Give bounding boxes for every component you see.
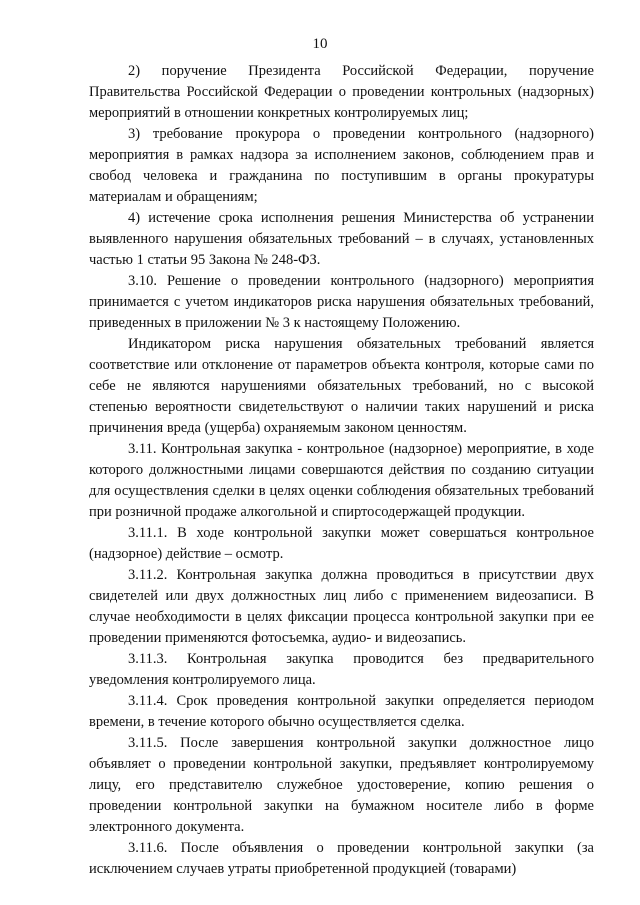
page-number: 10 [312,36,328,52]
paragraph-item-3: 3) требование прокурора о проведении контрольного (надзорного) мероприятия в рамках надзора за исполнением законов, соблюдением прав и свобод человека и гражданина по поступившим в органы прокуратуры материалам и обращениям; [89,126,594,205]
paragraph-3-11-4: 3.11.4. Срок проведения контрольной закупки определяется периодом времени, в течение которого обычно осуществляется сделка. [89,693,594,730]
paragraph-item-4: 4) истечение срока исполнения решения Министерства об устранении выявленного нарушения обязательных требований – в случаях, установленных частью 1 статьи 95 Закона № 248-ФЗ. [89,210,594,268]
paragraph-3-11-2: 3.11.2. Контрольная закупка должна проводиться в присутствии двух свидетелей или двух должностных лиц либо с применением видеозаписи. В случае необходимости в целях фиксации процесса контрольной закупки при ее проведении применяются фотосъемка, аудио- и видеозапись. [89,567,594,646]
paragraph-3-10: 3.10. Решение о проведении контрольного (надзорного) мероприятия принимается с учетом индикаторов риска нарушения обязательных требований, приведенных в приложении № 3 к настоящему Положению. [89,273,594,331]
paragraph-item-2: 2) поручение Президента Российской Федерации, поручение Правительства Российской Федерации о проведении контрольных (надзорных) мероприятий в отношении конкретных контролируемых лиц; [89,63,594,121]
document-body [89,61,594,880]
paragraph-risk-indicator: Индикатором риска нарушения обязательных требований является соответствие или отклонение от параметров объекта контроля, которые сами по себе не являются нарушениями обязательных требований, но с высокой степенью вероятности свидетельствуют о наличии таких нарушений и риска причинения вреда (ущерба) охраняемым законом ценностям. [89,336,594,436]
paragraph-3-11-5: 3.11.5. После завершения контрольной закупки должностное лицо объявляет о проведении контрольной закупки, предъявляет контролируемому лицу, его представителю служебное удостоверение, копию решения о проведении контрольной закупки на бумажном носителе либо в форме электронного документа. [89,735,594,835]
paragraph-3-11-6: 3.11.6. После объявления о проведении контрольной закупки (за исключением случаев утраты приобретенной продукцией (товарами) [89,840,594,877]
paragraph-3-11-1: 3.11.1. В ходе контрольной закупки может совершаться контрольное (надзорное) действие – осмотр. [89,525,594,562]
paragraph-3-11-3: 3.11.3. Контрольная закупка проводится без предварительного уведомления контролируемого лица. [89,651,594,688]
paragraph-3-11: 3.11. Контрольная закупка - контрольное (надзорное) мероприятие, в ходе которого должностными лицами совершаются действия по созданию ситуации для осуществления сделки в целях оценки соблюдения обязательных требований при розничной продаже алкогольной и спиртосодержащей продукции. [89,441,594,520]
